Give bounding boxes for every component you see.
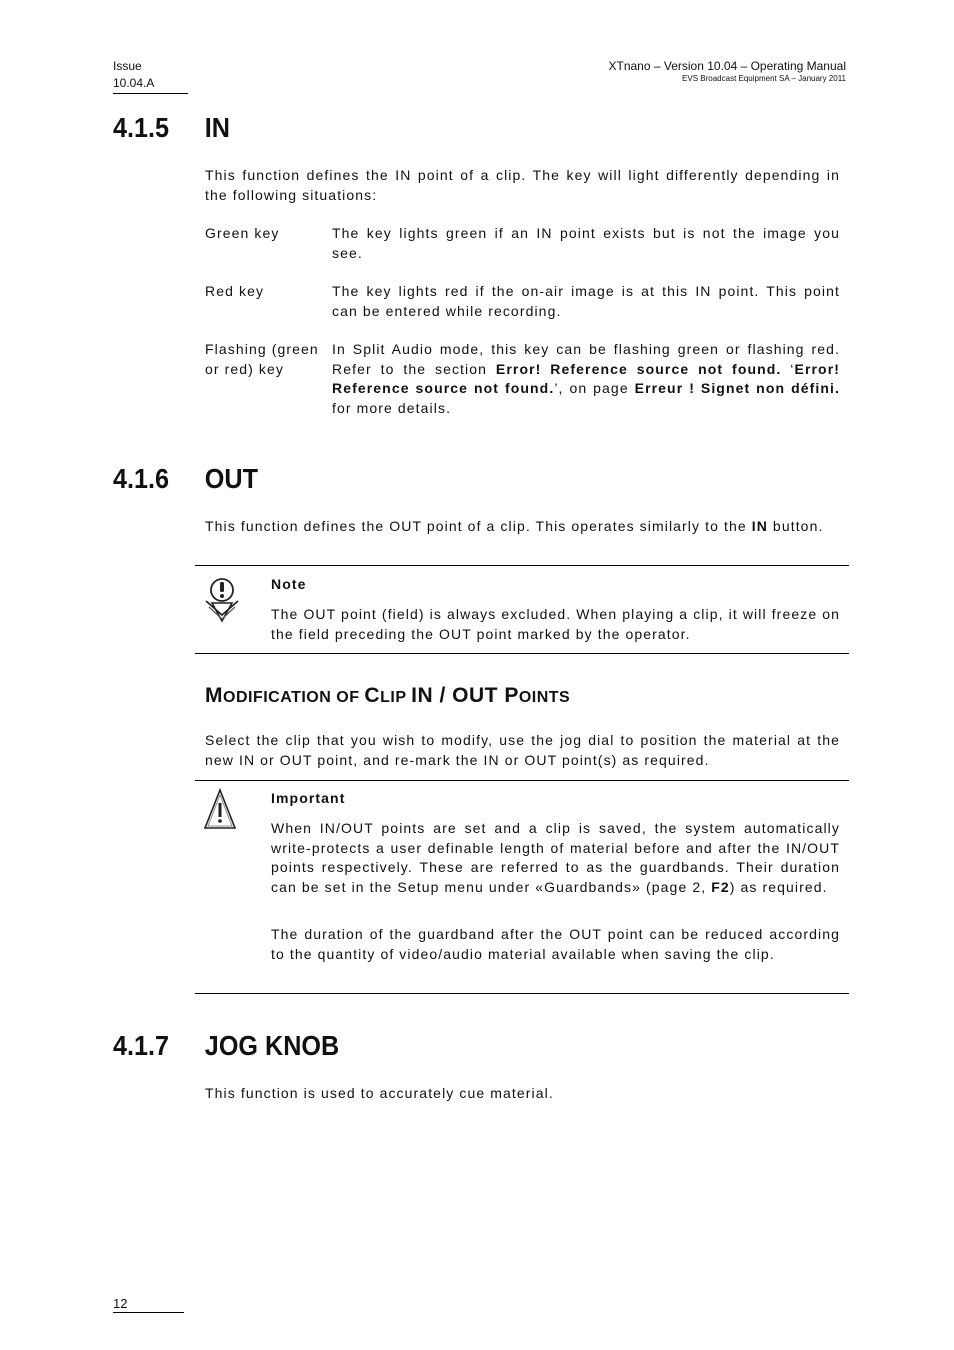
manual-header: [609, 58, 847, 84]
section-heading-415: [113, 112, 230, 144]
term-red-key: Red key: [205, 283, 265, 299]
note-text: The OUT point (field) is always excluded. When playing a clip, it will freeze on the field preceding the OUT point marked by the operator.: [271, 606, 840, 642]
issue-block: [113, 58, 188, 94]
page-number: 12: [113, 1296, 184, 1313]
warning-icon: [203, 788, 237, 830]
section-heading-416: [113, 463, 258, 495]
reference-error-1: Error! Reference source not found.: [495, 360, 782, 377]
subsection-text: Select the clip that you wish to modify, use the jog dial to position the material at the new IN or OUT point, and re-mark the IN or OUT point(s) as required.: [205, 732, 840, 768]
section-title: JOG KNOB: [204, 1030, 340, 1061]
subsection-heading: MODIFICATION OF CLIP IN / OUT POINTS: [205, 684, 571, 707]
note-title: Note: [271, 576, 307, 592]
section-417-text: This function is used to accurately cue material.: [205, 1085, 554, 1101]
section-title: OUT: [204, 463, 258, 494]
section-title: IN: [204, 112, 230, 143]
important-text-2: The duration of the guardband after the OUT point can be reduced according to the quantity of video/audio material available when saving the clip.: [271, 926, 840, 962]
issue-label: Issue: [113, 59, 142, 73]
desc-green-key: The key lights green if an IN point exists but is not the image you see.: [332, 225, 840, 261]
term-green-key: Green key: [205, 225, 280, 241]
section-number: 4.1.7: [113, 1030, 170, 1061]
reference-error-2: Error! Reference source not found.: [332, 360, 841, 396]
note-icon: [203, 577, 241, 623]
section-number: 4.1.5: [113, 112, 170, 143]
term-flashing-key: Flashing (green or red) key: [205, 341, 319, 377]
bookmark-error: Erreur ! Signet non défini.: [634, 380, 840, 396]
desc-red-key: The key lights red if the on-air image is at this IN point. This point can be entered while recording.: [332, 283, 840, 319]
section-416-intro: This function defines the OUT point of a clip. This operates similarly to the IN button.: [205, 518, 824, 534]
important-title: Important: [271, 790, 346, 806]
note-top-rule: [195, 565, 849, 566]
desc-flashing-key: In Split Audio mode, this key can be flashing green or flashing red. Refer to the section Error! Reference source not found. ‘Error! Reference source not found.’, on page Erreur ! Signet non défini. for more details.: [332, 341, 841, 416]
section-number: 4.1.6: [113, 463, 170, 494]
section-415-intro: This function defines the IN point of a clip. The key will light differently depending in the following situations:: [205, 167, 840, 203]
section-heading-417: [113, 1030, 339, 1062]
manual-subtitle: EVS Broadcast Equipment SA – January 2011: [682, 74, 846, 83]
important-text: When IN/OUT points are set and a clip is saved, the system automatically write-protects a user definable length of material before and after the IN/OUT points respectively. These are referred to as the guardbands. Their duration can be set in the Setup menu under «Guardbands» (page 2, F2) as required.: [271, 820, 840, 895]
note-bottom-rule: [195, 653, 849, 654]
important-bottom-rule: [195, 993, 849, 994]
important-top-rule: [195, 780, 849, 781]
manual-title: XTnano – Version 10.04 – Operating Manual: [608, 59, 846, 73]
issue-number: 10.04.A: [113, 76, 155, 90]
